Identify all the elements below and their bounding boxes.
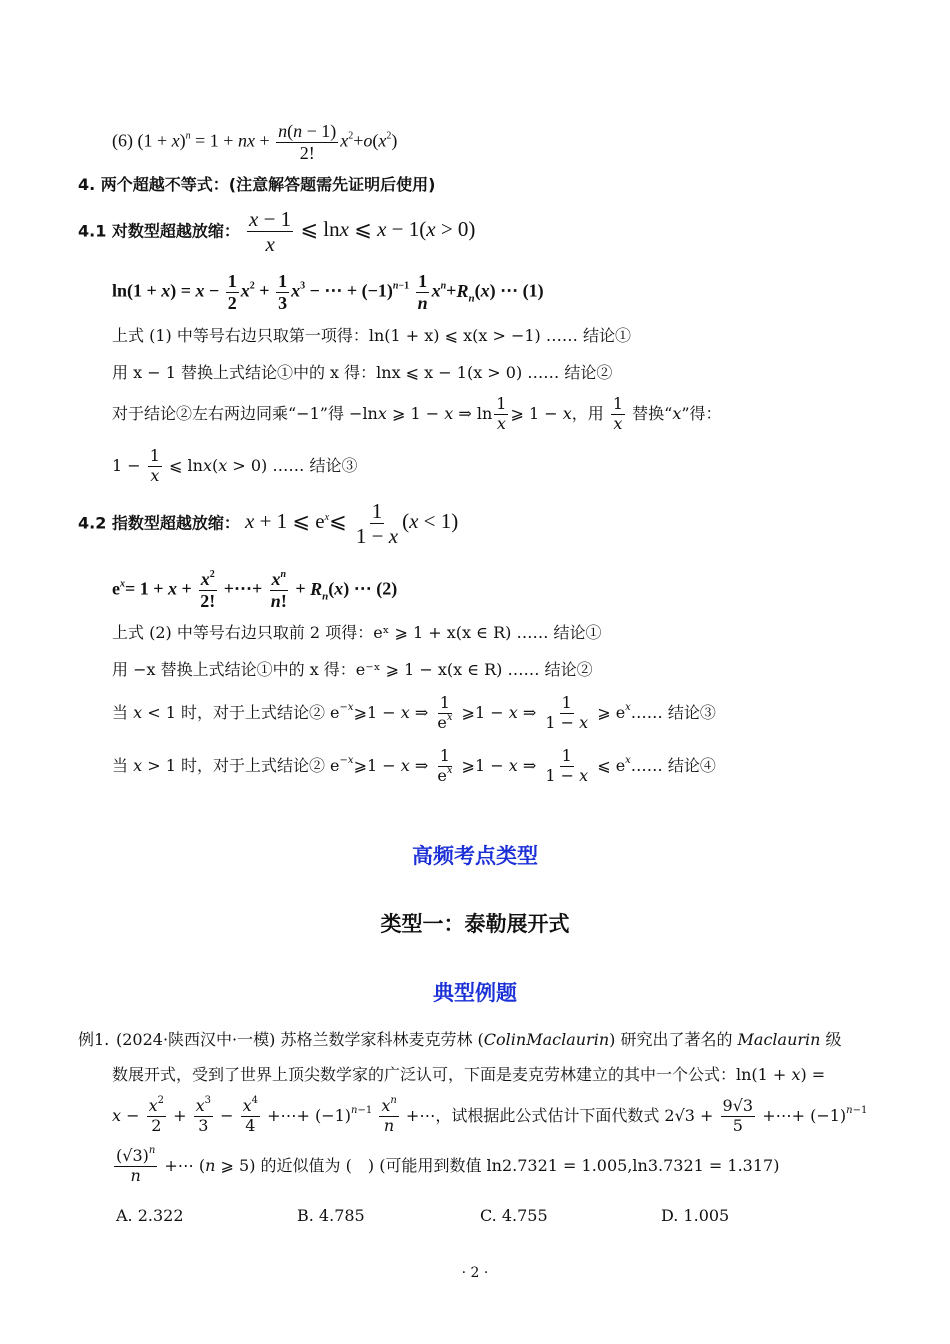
option-d[interactable]: D. 1.005: [661, 1206, 730, 1225]
ln-conclusion-3-derivation: 对于结论②左右两边同乘“−1”得 −lnx ⩾ 1 − x ⇒ ln $\frac{1}{x}$ ⩾ 1 − x，用 $\frac{1}{x}$ 替换“x”得：: [112, 394, 722, 433]
ln-conclusion-2: 用 x − 1 替换上式结论①中的 x 得：lnx ⩽ x − 1(x > 0) …… 结论②: [112, 363, 613, 382]
option-b[interactable]: B. 4.785: [297, 1206, 365, 1225]
section-4-1-heading: [78, 208, 475, 255]
exp-conclusion-1: 上式 (2) 中等号右边只取前 2 项得：eˣ ⩾ 1 + x(x ∈ R) …… 结论①: [112, 623, 602, 642]
ln-conclusion-3: 1 − $\frac{1}{x}$ ⩽ lnx(x > 0) …… 结论③: [112, 446, 358, 485]
section-4-1-formula: $\frac{x - 1}{x}$ ⩽ lnx ⩽ x − 1(x > 0): [249, 207, 476, 257]
example-1-line-2: 数展开式，受到了世界上顶尖数学家的广泛认可，下面是麦克劳林建立的其中一个公式：ln(1 + x) =: [112, 1065, 826, 1084]
formula-binomial: (6) $(1 + x)^n = 1$ + nx + $\frac{n(n - 1)}{2!}$ $x^2+o(x^2)$: [112, 121, 398, 163]
ln-conclusion-1: 上式 (1) 中等号右边只取第一项得：ln(1 + x) ⩽ x(x > −1) …… 结论①: [112, 326, 631, 345]
example-1-line-3: x − $\frac{x^2}{2}$ + $\frac{x^3}{3}$ − $\frac{x^4}{4}$ +⋯+ $(-1)^{n-1}$ $\frac{x^n}{n}$ +⋯，试根据此公式估计下面代数式 2√3 + $\frac{9√3}{5}$ +⋯+ $(-1)^{n-1}$: [112, 1095, 868, 1135]
examples-heading: 典型例题: [433, 981, 517, 1005]
example-1-label: 例1.: [78, 1030, 110, 1049]
section-4-2-formula: x + 1 ⩽ $e^x⩽$ $\frac{1}{1 - x}$ (x < 1): [245, 499, 459, 549]
exp-conclusion-2: 用 −x 替换上式结论①中的 x 得：e⁻ˣ ⩾ 1 − x(x ∈ R) …… 结论②: [112, 660, 593, 679]
example-1-line-4: $\frac{(√3)^n}{n}$ +⋯ (n ⩾ 5) 的近似值为 ( ) (可能用到数值 ln2.7321 = 1.005,ln3.7321 = 1.317): [116, 1145, 780, 1185]
option-c[interactable]: C. 4.755: [480, 1206, 548, 1225]
section-4-2-label: 4.2 指数型超越放缩：: [78, 513, 240, 533]
section-4-2-heading: [78, 500, 458, 547]
section-4-1-label: 4.1 对数型超越放缩：: [78, 221, 240, 241]
page-number: · 2 ·: [461, 1265, 489, 1281]
exp-series-formula: $e^x= 1 + x$ + $\frac{x^2}{2!}$ +⋯+ $\frac{x^n}{n!}$ + $R_n(x)$ ⋯ (2): [112, 569, 398, 611]
option-a[interactable]: A. 2.322: [116, 1206, 184, 1225]
exp-conclusion-3: 当 x < 1 时，对于上式结论② $e^{-x}⩾1 - x$ ⇒ $\frac{1}{e^x}$ ⩾1 − x ⇒ $\frac{1}{1 - x}$ ⩾ $e^x\dots\dots$ 结论③: [112, 693, 716, 732]
type-1-heading: 类型一：泰勒展开式: [380, 912, 570, 936]
example-1-line-1: (2024·陕西汉中·一模) 苏格兰数学家科林麦克劳林 (ColinMaclaurin) 研究出了著名的 Maclaurin 级: [116, 1030, 842, 1049]
high-frequency-heading: 高频考点类型: [412, 844, 538, 868]
section-4-heading: 4. 两个超越不等式：(注意解答题需先证明后使用): [78, 175, 436, 194]
ln-series-formula: ln(1 + x) = x − $\frac{1}{2}$ $x^2$ + $\frac{1}{3}$ $x^3$ − ⋯ + $(-1)^{n-1}$ $\frac{1}{n}$ $x^n+R_n(x)$ ⋯ (1): [112, 271, 544, 313]
exp-conclusion-4: 当 x > 1 时，对于上式结论② $e^{-x}⩾1 - x$ ⇒ $\frac{1}{e^x}$ ⩾1 − x ⇒ $\frac{1}{1 - x}$ ⩽ $e^x\dots\dots$ 结论④: [112, 746, 716, 785]
